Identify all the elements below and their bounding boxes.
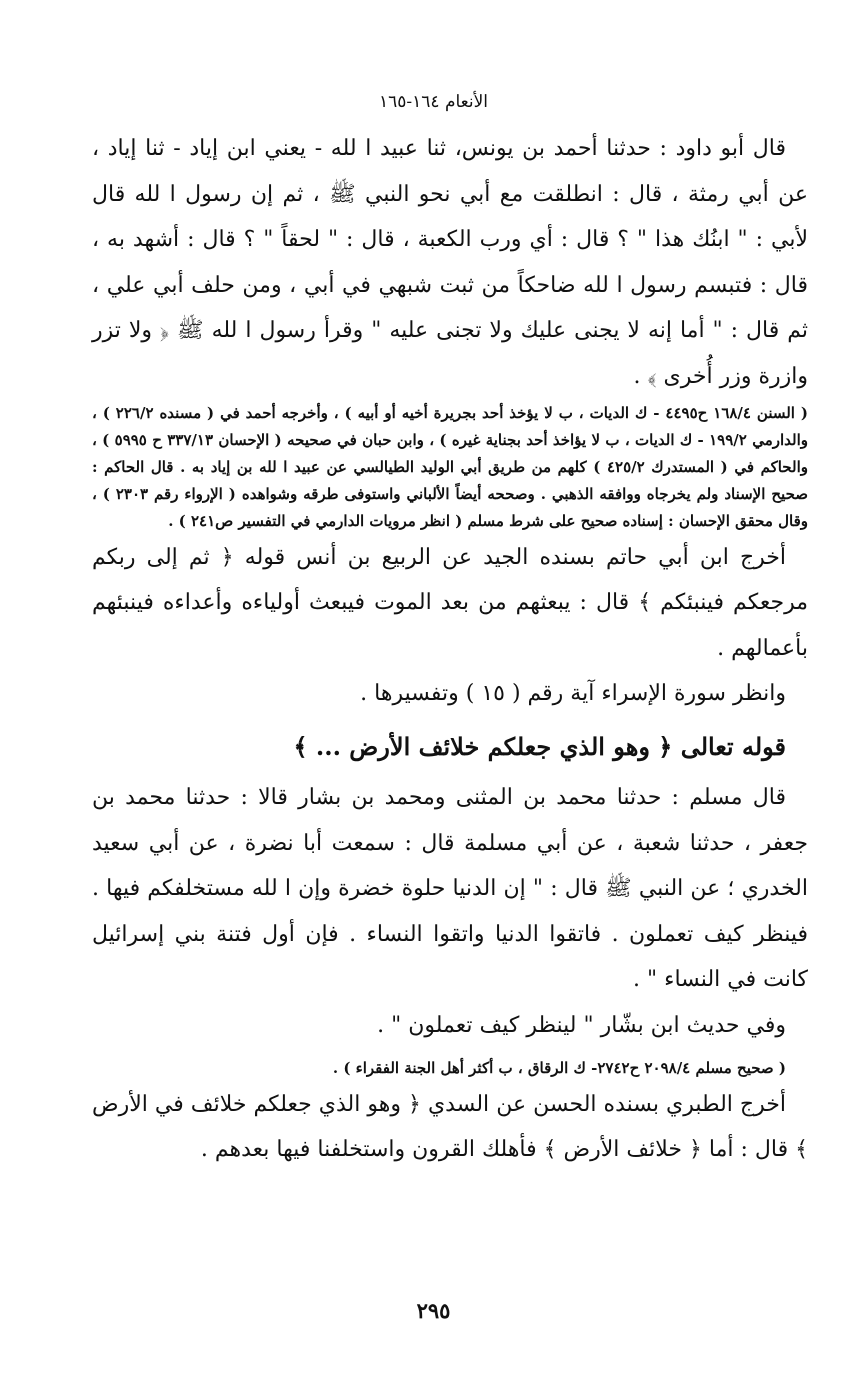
footnote-sahih-muslim: ( صحيح مسلم ٢٠٩٨/٤ ح٢٧٤٢- ك الرقاق ، ب أكثر أهل الجنة الفقراء ) . [332,1058,786,1077]
paragraph-abu-dawud: قال أبو داود : حدثنا أحمد بن يونس، ثنا عبيد ا لله - يعني ابن إياد - ثنا إياد ، عن أبي رمثة ، قال : انطلقت مع أبي نحو النبي ﷺ ، ثم إن رسول ا لله قال لأبي : " ابنُك هذا " ؟ قال : أي ورب الكعبة ، قال : " لحقاً " ؟ قال : أشهد به ، قال : فتبسم رسول ا لله ضاحكاً من ثبت شبهي في أبي ، ومن حلف أبي علي ، ثم قال : " أما إنه لا يجنى عليك ولا تجنى عليه " وقرأ رسول ا لله ﷺ ﴿ ولا تزر وازرة وزر أُخرى ﴾ . [92,136,808,389]
paragraph-tabari: أخرج الطبري بسنده الحسن عن السدي ﴿ وهو الذي جعلكم خلائف في الأرض ﴾ قال : أما ﴿ خلائف الأرض ﴾ فأهلك القرون واستخلفنا فيها بعدهم . [92,1091,808,1163]
page-number: ٢٩٥ [416,1298,451,1323]
paragraph-ibn-abi-hatim: أخرج ابن أبي حاتم بسنده الجيد عن الربيع بن أنس قوله ﴿ ثم إلى ربكم مرجعكم فينبئكم ﴾ قال : يبعثهم من بعد الموت فيبعث أولياءه وأعداءه فينبئهم بأعمالهم . [92,544,808,661]
paragraph-see-isra: وانظر سورة الإسراء آية رقم ( ١٥ ) وتفسيرها . [360,681,786,707]
paragraph-muslim: قال مسلم : حدثنا محمد بن المثنى ومحمد بن بشار قالا : حدثنا محمد بن جعفر ، حدثنا شعبة ، عن أبي مسلمة قال : سمعت أبا نضرة ، عن أبي سعيد الخدري ؛ عن النبي ﷺ قال : " إن الدنيا حلوة خضرة وإن ا لله مستخلفكم فيها . فينظر كيف تعملون . فاتقوا الدنيا واتقوا النساء . فإن أول فتنة بني إسرائيل كانت في النساء " . [92,784,808,993]
paragraph-ibn-bashar: وفي حديث ابن بشّار " لينظر كيف تعملون " . [377,1012,786,1038]
verse-heading: قوله تعالى ﴿ وهو الذي جعلكم خلائف الأرض ... ﴾ [293,731,786,761]
running-header: الأنعام ١٦٤-١٦٥ [378,92,489,112]
footnote-sunan: ( السنن ١٦٨/٤ ح٤٤٩٥ - ك الديات ، ب لا يؤخذ أحد بجريرة أخيه أو أبيه ) ، وأخرجه أحمد في ( مسنده ٢٢٦/٢ ) ، والدارمي ١٩٩/٢ - ك الديات ، ب لا يؤاخذ أحد بجناية غيره ) ، وابن حبان في صحيحه ( الإحسان ٣٣٧/١٣ ح ٥٩٩٥ ) ، والحاكم في ( المستدرك ٤٢٥/٢ ) كلهم من طريق أبي الوليد الطيالسي عن عبيد ا لله بن إياد به . قال الحاكم : صحيح الإسناد ولم يخرجاه ووافقه الذهبي . وصححه أيضاً الألباني واستوفى طرقه وشواهده ( الإرواء رقم ٢٣٠٣ ) ، وقال محقق الإحسان : إسناده صحيح على شرط مسلم ( انظر مرويات الدارمي في التفسير ص٢٤١ ) . [92,403,808,530]
page-body [92,126,808,1173]
